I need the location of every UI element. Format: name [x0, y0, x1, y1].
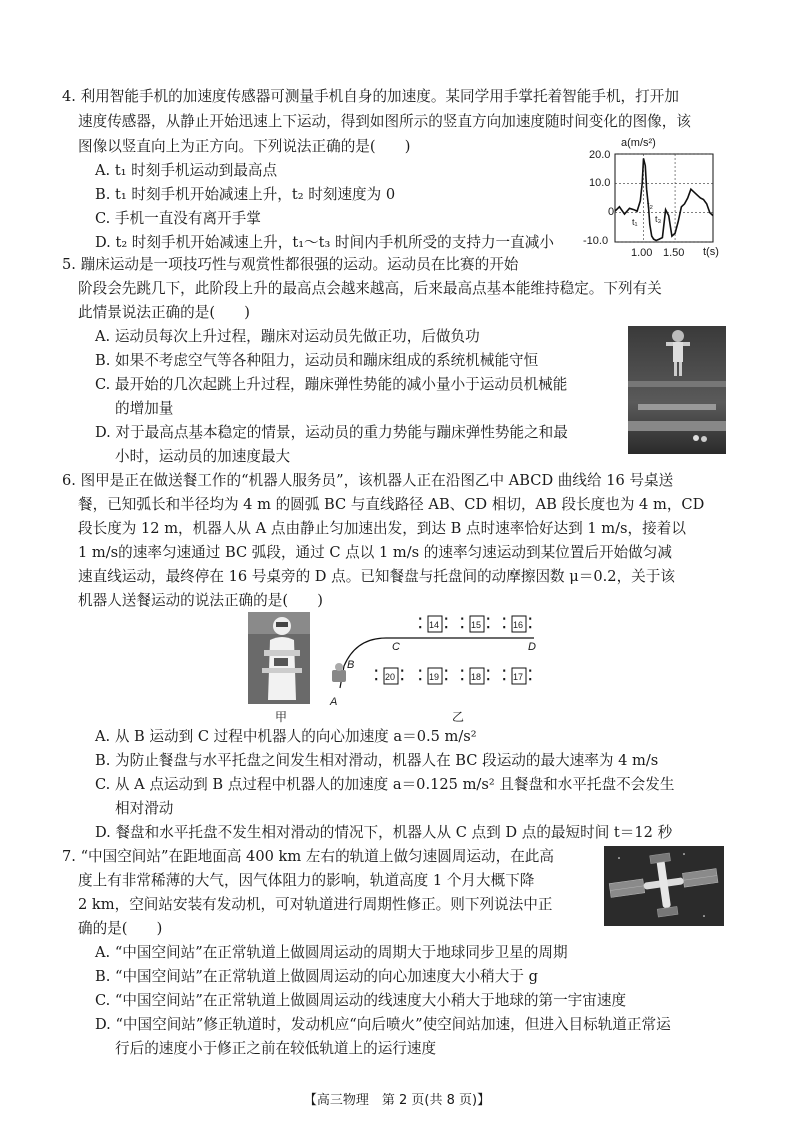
- svg-text:⁚: ⁚: [374, 667, 379, 683]
- q7-stem-line4: 确的是( ): [78, 920, 163, 937]
- q6-stem-line3: 段长度为 12 m，机器人从 A 点由静止匀加速出发，到达 B 点时速率恰好达到 1 m/s，接着以: [78, 520, 686, 537]
- q7-stem-line3: 2 km，空间站安装有发动机，可对轨道进行周期性修正。则下列说法中正: [78, 896, 553, 913]
- svg-text:⁚: ⁚: [460, 667, 465, 683]
- point-label-t2: t₂: [647, 200, 653, 210]
- q5-option-c-line2: 的增加量: [115, 400, 174, 417]
- q5-option-d-line2: 小时，运动员的加速度最大: [115, 448, 291, 465]
- svg-text:⁚: ⁚: [460, 615, 465, 631]
- q7-stem-line2: 度上有非常稀薄的大气，因气体阻力的影响，轨道高度 1 个月大概下降: [78, 872, 535, 889]
- q6-option-c-line1: C. 从 A 点运动到 B 点过程中机器人的加速度 a＝0.125 m/s² 且餐盘和水平托盘不会发生: [95, 776, 675, 793]
- table-16: [502, 615, 532, 632]
- svg-text:17: 17: [513, 672, 524, 682]
- svg-text:⁚: ⁚: [444, 667, 449, 683]
- table-20: [374, 667, 404, 684]
- point-c: C: [392, 641, 400, 653]
- q6-stem-line1: 6. 图甲是正在做送餐工作的“机器人服务员”，该机器人正在沿图乙中 ABCD 曲线给 16 号桌送: [62, 472, 674, 489]
- robot-photo: [248, 612, 310, 704]
- q4-option-c: C. 手机一直没有离开手掌: [95, 210, 261, 227]
- svg-text:⁚: ⁚: [444, 615, 449, 631]
- acceleration-series-line: [615, 158, 713, 240]
- q5-option-a: A. 运动员每次上升过程，蹦床对运动员先做正功，后做负功: [95, 328, 480, 345]
- q6-option-a: A. 从 B 运动到 C 过程中机器人的向心加速度 a＝0.5 m/s²: [95, 728, 477, 745]
- q7-option-c: C. “中国空间站”在正常轨道上做圆周运动的线速度大小稍大于地球的第一宇宙速度: [95, 992, 627, 1009]
- svg-text:⁚: ⁚: [502, 667, 507, 683]
- y-tick-0: 0: [608, 206, 615, 218]
- svg-text:⁚: ⁚: [528, 667, 533, 683]
- q7-option-d-line2: 行后的速度小于修正之前在较低轨道上的运行速度: [115, 1040, 437, 1057]
- q6-stem-line2: 餐，已知弧长和半径均为 4 m 的圆弧 BC 与直线路径 AB、CD 相切，AB 段长度也为 4 m，CD: [78, 496, 705, 513]
- y-tick-neg10: -10.0: [583, 235, 609, 247]
- point-label-t1: t₁: [632, 217, 638, 227]
- q5-stem-line2: 阶段会先跳几下，此阶段上升的最高点会越来越高，后来最高点基本能维持稳定。下列有关: [78, 280, 662, 297]
- q6-option-d: D. 餐盘和水平托盘不发生相对滑动的情况下，机器人从 C 点到 D 点的最短时间 t＝12 秒: [95, 824, 673, 841]
- q7-stem-line1: 7. “中国空间站”在距地面高 400 km 左右的轨道上做匀速圆周运动，在此高: [62, 848, 554, 865]
- svg-text:⁚: ⁚: [528, 615, 533, 631]
- y-tick-10: 10.0: [589, 177, 611, 189]
- space-station-photo: [604, 846, 724, 926]
- point-d: D: [528, 641, 536, 653]
- q6-option-b: B. 为防止餐盘与水平托盘之间发生相对滑动，机器人在 BC 段运动的最大速率为 4 m/s: [95, 752, 659, 769]
- q5-option-d-line1: D. 对于最高点基本稳定的情景，运动员的重力势能与蹦床弹性势能之和最: [95, 424, 568, 441]
- fig-label-jia: 甲: [275, 710, 288, 724]
- point-label-t3: t₃: [655, 214, 662, 224]
- page-footer: 【高三物理 第 2 页(共 8 页)】: [303, 1093, 491, 1108]
- q7-option-a: A. “中国空间站”在正常轨道上做圆周运动的周期大于地球同步卫星的周期: [95, 944, 568, 961]
- q5-option-b: B. 如果不考虑空气等各种阻力，运动员和蹦床组成的系统机械能守恒: [95, 352, 539, 369]
- svg-text:⁚: ⁚: [486, 615, 491, 631]
- table-15: [460, 615, 490, 632]
- q4-stem-line1: 4. 利用智能手机的加速度传感器可测量手机自身的加速度。某同学用手掌托着智能手机，打开加: [62, 88, 679, 105]
- robot-path-diagram: [326, 610, 541, 710]
- chart-xlabel: t(s): [703, 246, 719, 258]
- svg-text:20: 20: [385, 672, 396, 682]
- svg-text:⁚: ⁚: [418, 615, 423, 631]
- q4-option-d: D. t₂ 时刻手机开始减速上升，t₁～t₃ 时间内手机所受的支持力一直减小: [95, 234, 554, 251]
- svg-text:⁚: ⁚: [502, 615, 507, 631]
- q4-stem-line3: 图像以竖直向上为正方向。下列说法正确的是( ): [78, 138, 411, 155]
- q5-stem-line1: 5. 蹦床运动是一项技巧性与观赏性都很强的运动。运动员在比赛的开始: [62, 256, 519, 273]
- trampoline-photo: [628, 326, 726, 454]
- q4-option-b: B. t₁ 时刻手机开始减速上升，t₂ 时刻速度为 0: [95, 186, 396, 203]
- table-18: [460, 667, 490, 684]
- x-tick-1-00: 1.00: [631, 247, 653, 258]
- svg-text:⁚: ⁚: [486, 667, 491, 683]
- fig-label-yi: 乙: [452, 710, 465, 724]
- table-19: [418, 667, 448, 684]
- robot-icon: [332, 670, 346, 682]
- table-14: [418, 615, 448, 632]
- svg-text:14: 14: [429, 620, 440, 630]
- q4-option-a: A. t₁ 时刻手机运动到最高点: [95, 162, 278, 179]
- q7-option-b: B. “中国空间站”在正常轨道上做圆周运动的向心加速度大小稍大于 g: [95, 968, 538, 985]
- q6-option-c-line2: 相对滑动: [115, 800, 174, 817]
- y-tick-20: 20.0: [589, 149, 611, 161]
- q5-stem-line3: 此情景说法正确的是( ): [78, 304, 250, 321]
- svg-text:16: 16: [513, 620, 524, 630]
- q7-option-d-line1: D. “中国空间站”修正轨道时，发动机应“向后喷火”使空间站加速，但进入目标轨道正常运: [95, 1016, 671, 1033]
- svg-text:18: 18: [471, 672, 482, 682]
- svg-text:19: 19: [429, 672, 440, 682]
- q5-option-c-line1: C. 最开始的几次起跳上升过程，蹦床弹性势能的减小量小于运动员机械能: [95, 376, 568, 393]
- q6-stem-line5: 速直线运动，最终停在 16 号桌旁的 D 点。已知餐盘与托盘间的动摩擦因数 μ＝0.2，关于该: [78, 568, 675, 585]
- chart-ylabel: a(m/s²): [621, 137, 656, 149]
- svg-text:⁚: ⁚: [400, 667, 405, 683]
- svg-text:⁚: ⁚: [418, 667, 423, 683]
- x-tick-1-50: 1.50: [663, 247, 685, 258]
- svg-text:15: 15: [471, 620, 482, 630]
- q6-stem-line4: 1 m/s的速率匀速通过 BC 弧段，通过 C 点以 1 m/s 的速率匀速运动到某位置后开始做匀减: [78, 544, 672, 561]
- point-a: A: [330, 696, 338, 708]
- table-17: [502, 667, 532, 684]
- q6-stem-line6: 机器人送餐运动的说法正确的是( ): [78, 592, 323, 609]
- acceleration-chart: [575, 134, 725, 258]
- q4-stem-line2: 速度传感器，从静止开始迅速上下运动，得到如图所示的竖直方向加速度随时间变化的图像，该: [78, 113, 691, 130]
- point-b: B: [347, 659, 355, 671]
